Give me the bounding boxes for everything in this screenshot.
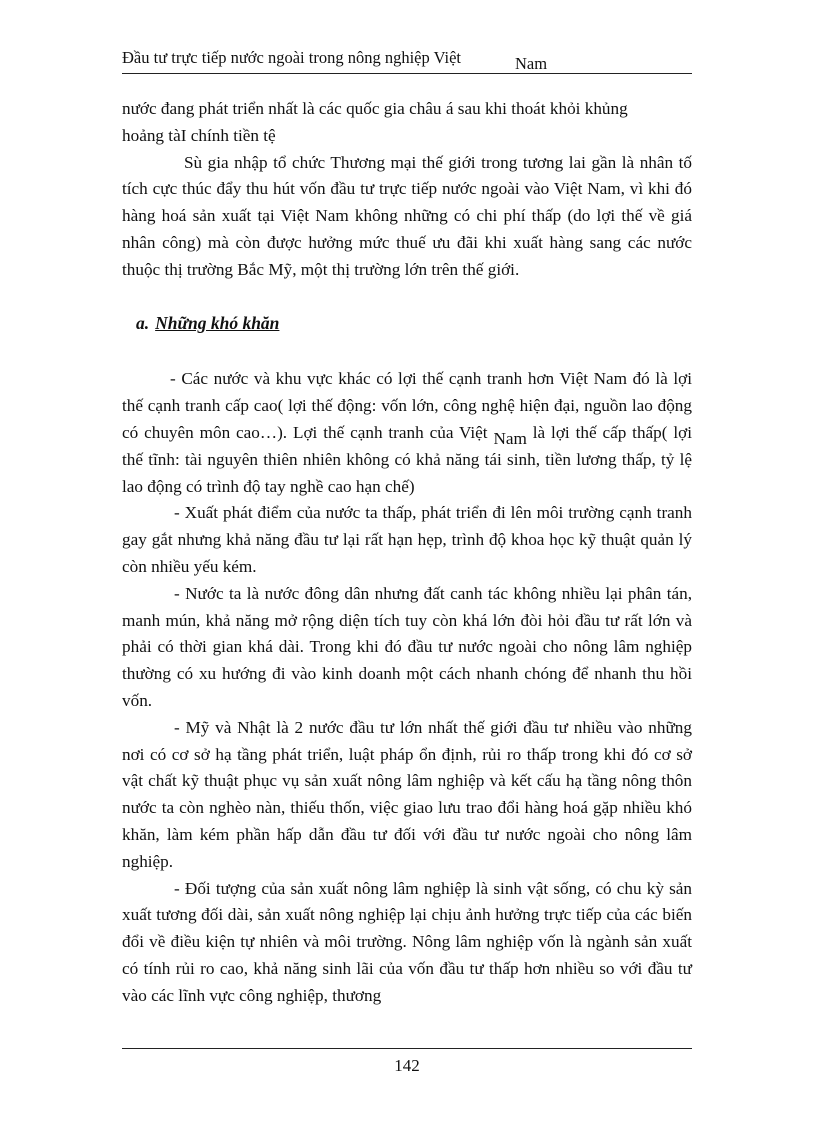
section-label: a. xyxy=(136,312,150,333)
intro-line-1: nước đang phát triển nhất là các quốc gia châu á sau khi thoát khỏi khủng xyxy=(122,99,628,118)
body-text xyxy=(122,96,692,1010)
difficulty-3: - Nước ta là nước đông dân nhưng đất canh tác không nhiều lại phân tán, manh mún, khả năng mở rộng diện tích tuy còn khá lớn đòi hỏi đầu tư rất lớn và phải có thời gian khá dài. Trong khi đó đầu tư nước ngoài cho nông lâm nghiệp thường có xu hướng đi vào kinh doanh một cách nhanh chóng để nhanh thu hồi vốn. xyxy=(122,583,692,710)
page-number: 142 xyxy=(394,1056,420,1075)
section-heading xyxy=(136,310,692,337)
footer-rule xyxy=(122,1048,692,1049)
section-title: Những khó khăn xyxy=(155,312,280,333)
difficulty-4: - Mỹ và Nhật là 2 nước đầu tư lớn nhất thế giới đầu tư nhiều vào những nơi có cơ sở hạ tầng phát triển, luật pháp ổn định, rủi ro thấp trong khi đó cơ sở vật chất kỹ thuật phục vụ sản xuất nông lâm nghiệp và kết cấu hạ tầng nông thôn nước ta còn nghèo nàn, thiếu thốn, việc giao lưu trao đổi hàng hoá gặp nhiều khó khăn, làm kém phần hấp dẫn đầu tư đối với đầu tư nước ngoài cho nông lâm nghiệp. xyxy=(122,717,692,871)
header-title: Đầu tư trực tiếp nước ngoài trong nông nghiệp Việt xyxy=(122,48,461,67)
running-header xyxy=(122,48,692,74)
difficulty-5: - Đối tượng của sản xuất nông lâm nghiệp là sinh vật sống, có chu kỳ sản xuất tương đối dài, sản xuất nông nghiệp lại chịu ảnh hưởng trực tiếp của các biến đổi về điều kiện tự nhiên và môi trường. Nông lâm nghiệp vốn là ngành sản xuất có tính rủi ro cao, khả năng sinh lãi của vốn đầu tư thấp hơn nhiều so với đầu tư vào các lĩnh vực công nghiệp, thương xyxy=(122,878,692,1005)
difficulty-2: - Xuất phát điểm của nước ta thấp, phát triển đi lên môi trường cạnh tranh gay gắt nhưng khả năng đầu tư lại rất hạn hẹp, trình độ khoa học kỹ thuật quản lý còn nhiều yếu kém. xyxy=(122,503,692,576)
difficulty-1: - Các nước và khu vực khác có lợi thế cạnh tranh hơn Việt Nam đó là lợi thế cạnh tranh cấp cao( lợi thế động: vốn lớn, công nghệ hiện đại, nguồn lao động có chuyên môn cao…). Lợi thế cạnh tranh của Việt Nam là lợi thế cấp thấp( lợi thế tĩnh: tài nguyên thiên nhiên không có khả năng tái sinh, tiền lương thấp, tỷ lệ lao động có trình độ tay nghề cao hạn chế) xyxy=(122,369,693,496)
header-title-tail: Nam xyxy=(515,54,548,73)
difficulty-1-nam: Nam xyxy=(493,428,527,448)
intro-line-2: hoảng tàI chính tiền tệ xyxy=(122,125,276,145)
intro-paragraph: Sù gia nhập tổ chức Thương mại thế giới trong tương lai gần là nhân tố tích cực thúc đẩy thu hút vốn đầu tư trực tiếp nước ngoài vào Việt Nam, vì khi đó hàng hoá sản xuất tại Việt Nam không những có chi phí thấp (do lợi thế về giá nhân công) mà còn được hưởng mức thuế ưu đãi khi xuất hàng sang các nước thuộc thị trường Bắc Mỹ, một thị trường lớn trên thế giới. xyxy=(122,152,692,279)
header-rule xyxy=(122,73,692,74)
